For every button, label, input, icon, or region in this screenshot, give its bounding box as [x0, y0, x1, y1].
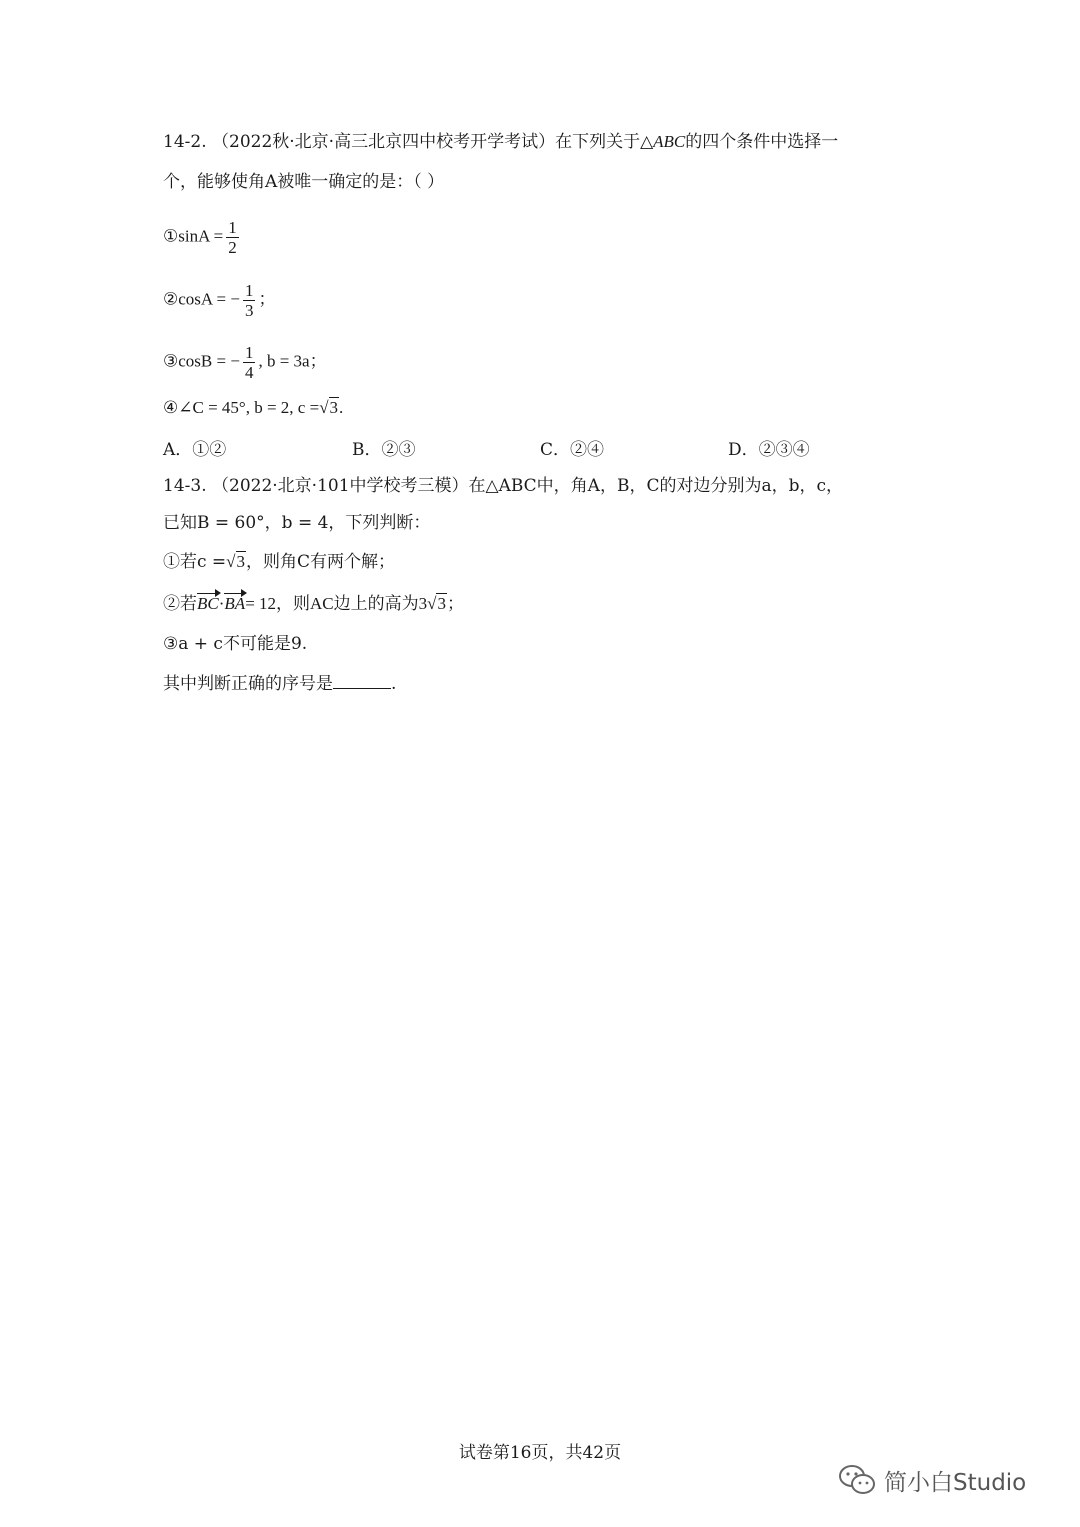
fraction: $\frac{1}{2}$	[228, 218, 237, 257]
q2-stem-line2: 个，能够使角A被唯一确定的是：（ ）	[163, 172, 445, 192]
wechat-icon	[838, 1464, 876, 1496]
square-root: √3	[226, 552, 246, 571]
q3-known: 已知B = 60°，b = 4，下列判断：	[163, 513, 431, 533]
watermark-text: 简小白Studio	[884, 1469, 1027, 1496]
q2-condition-4: ④∠C = 45°, b = 2, c =√3.	[163, 396, 343, 420]
q2-condition-1: ①sinA = $\frac{1}{2}$	[163, 218, 237, 257]
option-b: B．②③	[352, 440, 416, 460]
option-d: D．②③④	[728, 440, 810, 460]
q2-header: 14-2. （2022秋·北京·高三北京四中校考开学考试）在下列关于△ABC的四个条件中选择一	[163, 132, 839, 152]
vector-ba: BA	[224, 592, 245, 616]
q2-condition-2: ②cosA = − $\frac{1}{3}$ ；	[163, 281, 276, 320]
fraction: $\frac{1}{4}$	[244, 343, 254, 382]
square-root: √3	[427, 594, 446, 613]
vector-bc: BC	[197, 592, 219, 616]
square-root: √3	[319, 398, 339, 417]
q3-question: 其中判断正确的序号是 .	[163, 674, 397, 694]
watermark	[838, 1460, 1026, 1500]
q3-statement-1: ①若c =√3，则角C有两个解；	[163, 552, 396, 572]
fraction: $\frac{1}{3}$	[244, 281, 254, 320]
q3-statement-2: ②若BC·BA= 12，则AC边上的高为3√3；	[163, 594, 464, 614]
q2-condition-3: ③cosB = − $\frac{1}{4}$ , b = 3a；	[163, 343, 327, 382]
q3-header: 14-3. （2022·北京·101中学校考三模）在△ABC中，角A，B，C的对边分别为a，b，c，	[163, 476, 843, 496]
page-footer: 试卷第16页，共42页	[458, 1443, 622, 1463]
option-c: C．②④	[540, 440, 605, 460]
q3-statement-3: ③a + c不可能是9.	[163, 634, 308, 654]
answer-blank	[333, 672, 391, 689]
option-a: A．①②	[163, 440, 227, 460]
